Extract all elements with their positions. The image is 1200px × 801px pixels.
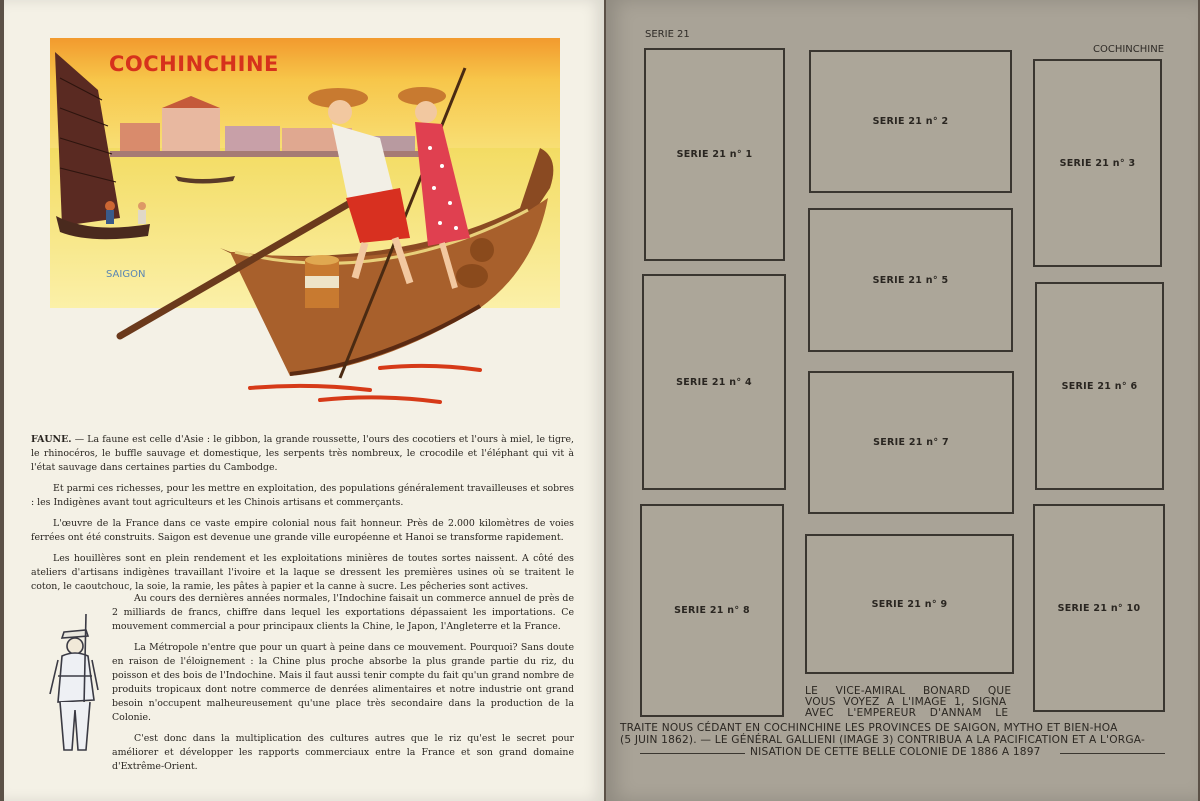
soldier-illustration — [42, 610, 112, 762]
series-label: SERIE 21 — [645, 29, 690, 40]
slot-label: SERIE 21 n° 2 — [872, 116, 949, 127]
paragraph: L'œuvre de la France dans ce vaste empire colonial nous fait honneur. Près de 2.000 kilomètres de voies ferrées ont été construits. Saigon est devenue une grande ville européenne et Hanoi se transforme rapidement. — [31, 518, 574, 543]
slot-label: SERIE 21 n° 8 — [674, 605, 750, 616]
slot-label: SERIE 21 n° 10 — [1057, 602, 1141, 614]
historical-caption — [620, 686, 1185, 786]
saigon-illustration — [50, 38, 560, 428]
paragraph: C'est donc dans la multiplication des cultures autres que le riz qu'est le secret pour améliorer et développer les rapports commerciaux entre la France et son grand domaine d'Extrême-Orient. — [112, 733, 574, 772]
slot-label: SERIE 21 n° 3 — [1059, 157, 1136, 169]
slot-label: SERIE 21 n° 5 — [872, 274, 949, 286]
caption-line: NISATION DE CETTE BELLE COLONIE DE 1886 A 1897 — [750, 746, 1041, 758]
illustration-caption: SAIGON — [106, 269, 146, 280]
slot-label: SERIE 21 n° 1 — [676, 149, 753, 160]
caption-line: VOUS VOYEZ A L'IMAGE 1, SIGNA — [805, 696, 1007, 708]
image-slot-10[interactable] — [1033, 504, 1165, 712]
slot-label: SERIE 21 n° 7 — [873, 437, 949, 448]
image-slot-7[interactable] — [808, 371, 1014, 514]
caption-line: LE VICE-AMIRAL BONARD QUE — [805, 685, 1012, 697]
region-label: COCHINCHINE — [1093, 44, 1165, 55]
paragraph: Les houillères sont en plein rendement et les exploitations minières de toutes sortes naissent. A côté des ateliers d'artisans indigènes travaillant l'ivoire et la laque se dressent les premières usines où se traitent le coton, le caoutchouc, la soie, la ramie, les pâtes à papier et la canne à sucre. Les pêcheries sont actives. — [31, 553, 574, 592]
paragraph-faune — [31, 433, 574, 475]
slot-label: SERIE 21 n° 6 — [1061, 380, 1138, 392]
image-slot-1[interactable] — [644, 48, 785, 261]
caption-rule-left — [640, 753, 745, 754]
image-slot-3[interactable] — [1033, 59, 1162, 267]
paragraph: Et parmi ces richesses, pour les mettre en exploitation, des populations généralement travailleuses et sobres : les Indigènes avant tout agriculteurs et les Chinois artisans et commerçants. — [31, 483, 574, 508]
text-column-bottom — [112, 592, 574, 781]
caption-line: TRAITE NOUS CÉDANT EN COCHINCHINE LES PROVINCES DE SAIGON, MYTHO ET BIEN-HOA — [620, 722, 1118, 734]
caption-rule-right — [1060, 753, 1165, 754]
image-slot-6[interactable] — [1035, 282, 1164, 490]
text-column-top — [31, 433, 574, 601]
paragraph: La Métropole n'entre que pour un quart à peine dans ce mouvement. Pourquoi? Sans doute en raison de l'éloignement : la Chine plus proche absorbe la plus grande partie du riz, du poisson et des bois de l'Indochine. Mais il faut aussi tenir compte du fait qu'un grand nombre de produits tropicaux dont notre commerce de denrées alimentaires et notre industrie ont grand besoin n'occupent malheureusement qu'une place très secondaire dans la production de la Colonie. — [112, 642, 574, 723]
illustration-title: COCHINCHINE — [109, 52, 279, 76]
slot-label: SERIE 21 n° 4 — [676, 376, 752, 388]
image-slot-5[interactable] — [808, 208, 1013, 352]
image-slot-4[interactable] — [642, 274, 786, 490]
paragraph-lead: FAUNE. — [31, 434, 72, 445]
paragraph: Au cours des dernières années normales, l'Indochine faisait un commerce annuel de près de 2 milliards de francs, chiffre dans lequel les exportations dépassaient les importations. Ce mouvement commercial a pour principaux clients la Chine, le Japon, l'Angleterre et la France. — [112, 593, 574, 632]
paragraph-text: — La faune est celle d'Asie : le gibbon, la grande roussette, l'ours des cocotiers et l'ours à miel, le tigre, le rhinocéros, le buffle sauvage et domestique, les serpents très nombreux, le crocodile et l'éléphant qui vit à l'état sauvage dans certaines parties du Cambodge. — [31, 434, 574, 473]
caption-line: (5 JUIN 1862). — LE GÉNÉRAL GALLIENI (IMAGE 3) CONTRIBUA A LA PACIFICATION ET A L'ORGA- — [620, 734, 1146, 746]
image-slot-9[interactable] — [805, 534, 1014, 674]
slot-label: SERIE 21 n° 9 — [871, 598, 948, 610]
image-slot-2[interactable] — [809, 50, 1012, 193]
caption-line: AVEC L'EMPEREUR D'ANNAM LE — [805, 707, 1009, 719]
